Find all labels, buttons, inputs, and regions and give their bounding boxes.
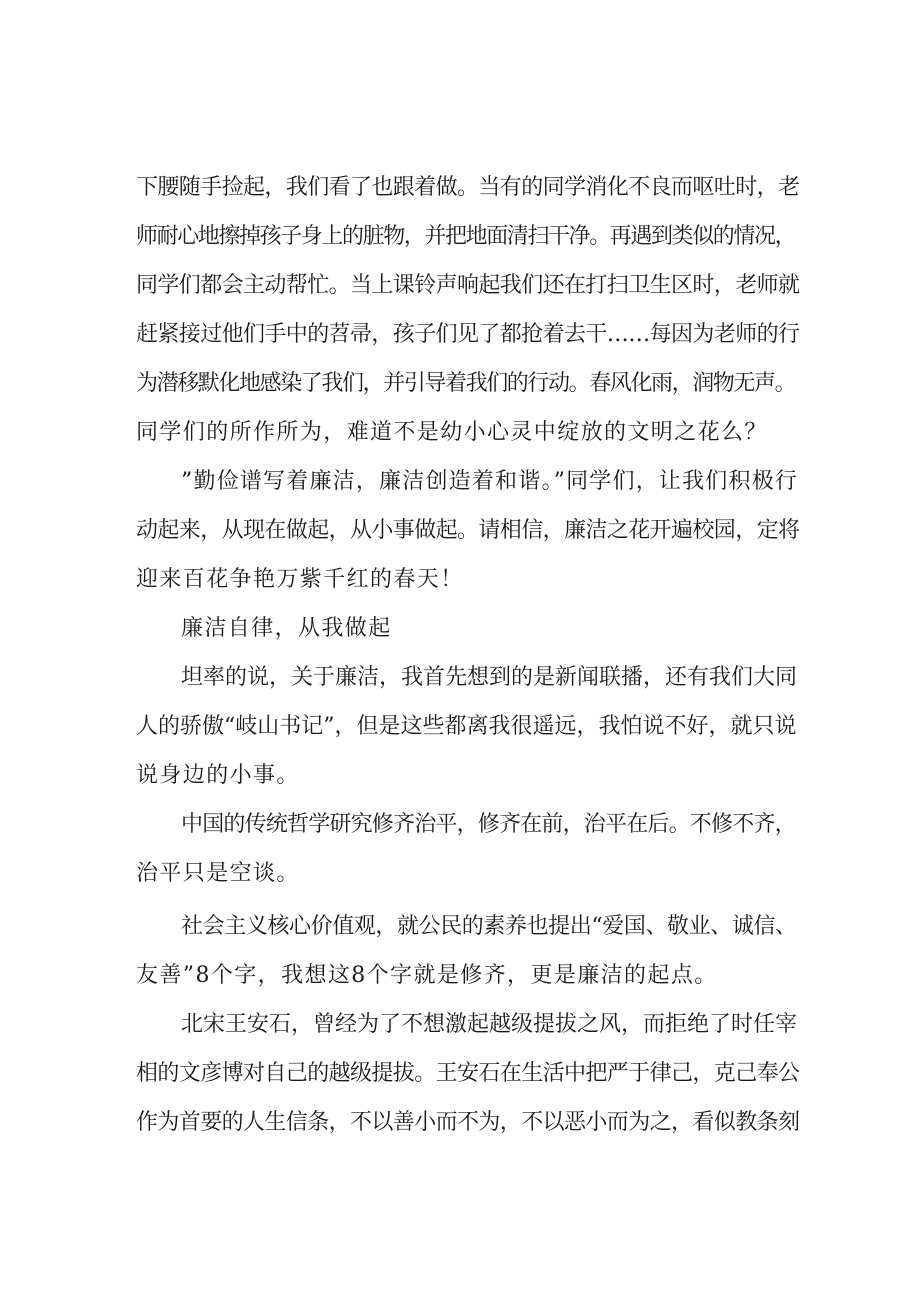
text-line: 说身边的小事。 bbox=[136, 763, 300, 788]
text-line: 同学们的所作所为，难道不是幼小心灵中绽放的文明之花么？ bbox=[136, 420, 768, 445]
text-line: 治平只是空谈。 bbox=[136, 861, 300, 886]
text-line: 社会主义核心价值观，就公民的素养也提出“爱国、敬业、诚信、 bbox=[181, 914, 797, 939]
text-line: 为潜移默化地感染了我们，并引导着我们的行动。春风化雨，润物无声。 bbox=[136, 371, 796, 396]
text-line: 下腰随手捡起，我们看了也跟着做。当有的同学消化不良而呕吐时，老 bbox=[136, 175, 800, 200]
text-line: 迎来百花争艳万紫千红的春天！ bbox=[136, 567, 464, 592]
text-line: 赶紧接过他们手中的苕帚，孩子们见了都抢着去干……每因为老师的行 bbox=[136, 322, 800, 347]
text-line: 人的骄傲“岐山书记”，但是这些都离我很遥远，我怕说不好，就只说 bbox=[136, 714, 797, 739]
text-line: 友善”8个字，我想这8个字就是修齐，更是廉洁的起点。 bbox=[136, 963, 718, 988]
text-line: 师耐心地擦掉孩子身上的脏物，并把地面清扫干净。再遇到类似的情况， bbox=[136, 224, 796, 249]
text-line: 同学们都会主动帮忙。当上课铃声响起我们还在打扫卫生区时，老师就 bbox=[136, 273, 800, 298]
text-line: ”勤俭谱写着廉洁，廉洁创造着和谐。”同学们，让我们积极行 bbox=[181, 469, 799, 494]
text-line: 北宋王安石，曾经为了不想激起越级提拔之风，而拒绝了时任宰 bbox=[181, 1012, 798, 1037]
text-line: 坦率的说，关于廉洁，我首先想到的是新闻联播，还有我们大同 bbox=[181, 665, 798, 690]
section-heading: 廉洁自律，从我做起 bbox=[181, 616, 392, 641]
text-line: 作为首要的人生信条，不以善小而不为，不以恶小而为之，看似教条刻 bbox=[136, 1110, 800, 1135]
text-line: 相的文彦博对自己的越级提拔。王安石在生活中把严于律己，克己奉公 bbox=[136, 1061, 800, 1086]
text-line: 动起来，从现在做起，从小事做起。请相信，廉洁之花开遍校园，定将 bbox=[136, 518, 800, 543]
text-line: 中国的传统哲学研究修齐治平，修齐在前，治平在后。不修不齐， bbox=[181, 812, 796, 837]
